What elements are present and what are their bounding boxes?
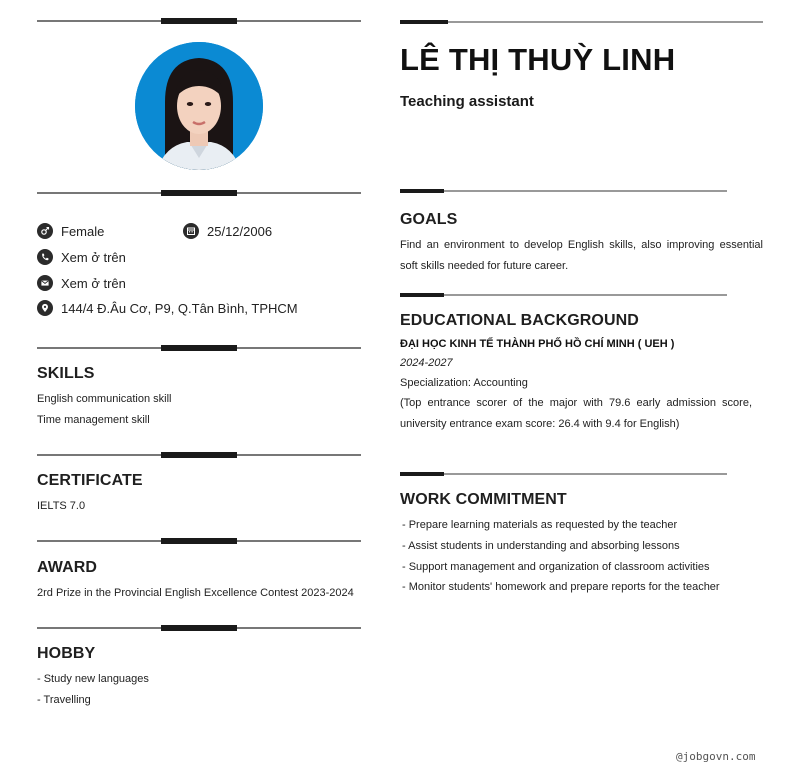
divider-award [37,540,361,542]
divider-certificate [37,454,361,456]
email-value: Xem ở trên [61,275,126,291]
gender-icon [37,223,53,239]
divider-top-right [400,21,763,23]
work-item: - Monitor students' homework and prepare reports for the teacher [402,581,720,593]
portrait-photo [135,42,263,170]
contact-address [37,300,298,316]
skills-title: SKILLS [37,365,95,382]
award-title: AWARD [37,559,98,576]
work-item: - Prepare learning materials as requested by the teacher [402,519,678,531]
contact-email [37,275,126,291]
birthday-value: 25/12/2006 [207,223,273,239]
work-title: WORK COMMITMENT [400,491,567,508]
phone-icon [37,249,53,265]
goals-text: Find an environment to develop English skills, also improving essential soft skills needed for future career. [400,239,763,272]
location-icon [37,300,53,316]
person-name: LÊ THỊ THUỲ LINH [400,42,676,77]
avatar [135,42,263,170]
divider-skills [37,347,361,349]
skill-item: Time management skill [37,414,150,426]
contact-gender [37,223,104,239]
award-item: 2rd Prize in the Provincial English Excellence Contest 2023-2024 [37,587,354,599]
hobby-title: HOBBY [37,645,96,662]
email-icon [37,275,53,291]
skill-item: English communication skill [37,393,172,405]
work-item: - Assist students in understanding and absorbing lessons [402,540,680,552]
contact-birthday [183,223,272,239]
calendar-icon [183,223,199,239]
school-name: ĐẠI HỌC KINH TẾ THÀNH PHỐ HỒ CHÍ MINH ( UEH ) [400,338,675,350]
goals-title: GOALS [400,211,458,228]
contact-phone [37,249,126,265]
divider-goals [400,190,727,192]
divider-contact [37,192,361,194]
address-value: 144/4 Đ.Âu Cơ, P9, Q.Tân Bình, TPHCM [61,300,298,316]
gender-value: Female [61,223,105,239]
divider-top-left [37,20,361,22]
divider-education [400,294,727,296]
education-specialization: Specialization: Accounting [400,377,528,389]
phone-value: Xem ở trên [61,249,126,265]
divider-hobby [37,627,361,629]
education-title: EDUCATIONAL BACKGROUND [400,312,639,329]
certificate-title: CERTIFICATE [37,472,143,489]
hobby-item: - Study new languages [37,673,149,685]
education-period: 2024-2027 [400,357,453,369]
hobby-item: - Travelling [37,694,91,706]
divider-work [400,473,727,475]
watermark: @jobgovn.com [676,750,756,763]
education-note: (Top entrance scorer of the major with 79.6 early admission score, university entrance exam score: 26.4 with 9.4 for English) [400,397,752,430]
certificate-item: IELTS 7.0 [37,500,86,512]
job-title: Teaching assistant [400,93,534,110]
work-item: - Support management and organization of classroom activities [402,561,710,573]
